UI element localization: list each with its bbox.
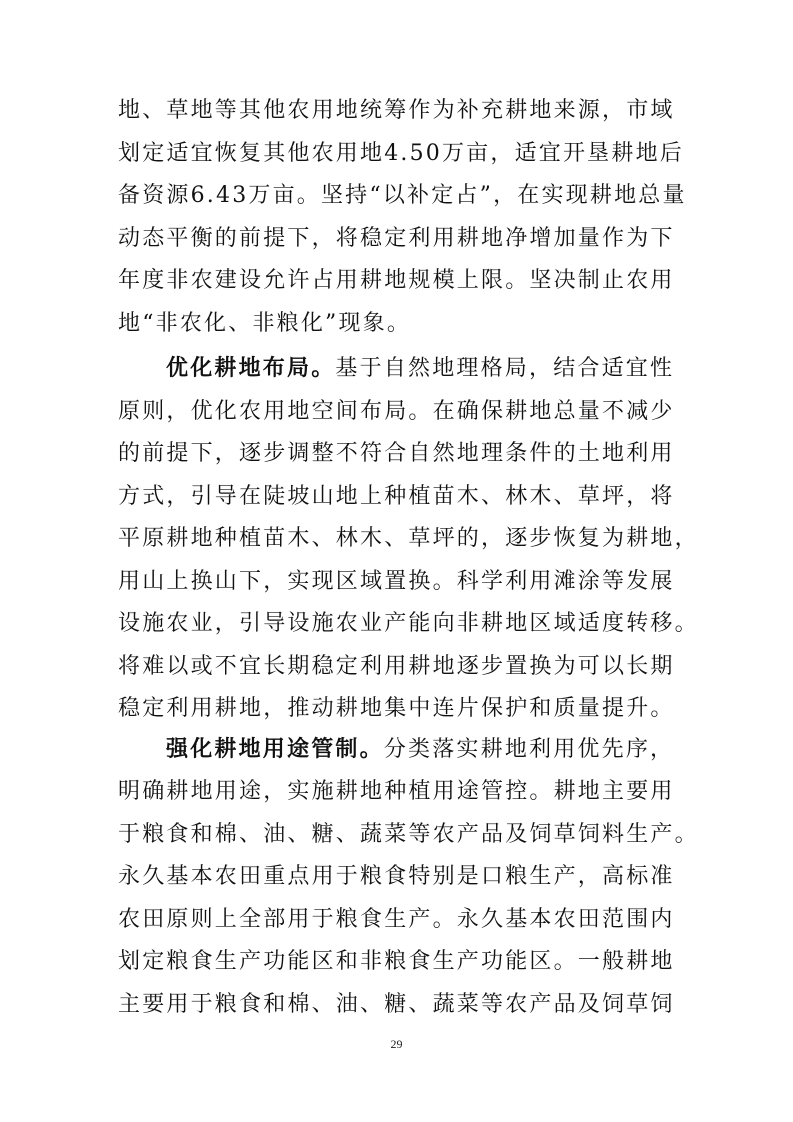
paragraph-2-first-line-text: 基于自然地理格局，结合适宜性 bbox=[335, 356, 675, 381]
paragraph-2-heading: 优化耕地布局。 bbox=[166, 356, 336, 381]
paragraph-2-line-2: 原则，优化农用地空间布局。在确保耕地总量不减少 bbox=[118, 399, 675, 424]
page-number: 29 bbox=[390, 1037, 403, 1051]
paragraph-1-line-5: 年度非农建设允许占用耕地规模上限。坚决制止农用 bbox=[118, 268, 675, 293]
paragraph-1-line-1: 地、草地等其他农用地统筹作为补充耕地来源，市域 bbox=[118, 98, 675, 123]
paragraph-3-line-5: 农田原则上全部用于粮食生产。永久基本农田范围内 bbox=[118, 907, 675, 932]
paragraph-1-line-4: 动态平衡的前提下，将稳定利用耕地净增加量作为下 bbox=[118, 226, 675, 251]
paragraph-2-first-line bbox=[166, 355, 678, 383]
paragraph-3-first-line-text: 分类落实耕地利用优先序， bbox=[383, 737, 675, 762]
paragraph-1-line-6: 地“非农化、非粮化”现象。 bbox=[118, 311, 412, 336]
paragraph-2-line-4: 方式，引导在陡坡山地上种植苗木、林木、草坪，将 bbox=[118, 484, 675, 509]
paragraph-3-line-2: 明确耕地用途，实施耕地种植用途管控。耕地主要用 bbox=[118, 779, 675, 804]
paragraph-1-line-3: 备资源6.43万亩。坚持“以补定占”，在实现耕地总量 bbox=[118, 183, 687, 208]
paragraph-3-line-6: 划定粮食生产功能区和非粮食生产功能区。一般耕地 bbox=[118, 949, 675, 974]
paragraph-2-line-9: 稳定利用耕地，推动耕地集中连片保护和质量提升。 bbox=[118, 696, 675, 721]
paragraph-2-line-3: 的前提下，逐步调整不符合自然地理条件的土地利用 bbox=[118, 441, 675, 466]
paragraph-2-line-8: 将难以或不宜长期稳定利用耕地逐步置换为可以长期 bbox=[118, 654, 675, 679]
paragraph-3-first-line bbox=[166, 736, 678, 764]
paragraph-1-line-2: 划定适宜恢复其他农用地4.50万亩，适宜开垦耕地后 bbox=[118, 141, 684, 166]
paragraph-2-line-6: 用山上换山下，实现区域置换。科学利用滩涂等发展 bbox=[118, 569, 675, 594]
paragraph-3-line-7: 主要用于粮食和棉、油、糖、蔬菜等农产品及饲草饲 bbox=[118, 992, 675, 1017]
paragraph-2-line-5: 平原耕地种植苗木、林木、草坪的，逐步恢复为耕地， bbox=[118, 526, 699, 551]
paragraph-3-line-4: 永久基本农田重点用于粮食特别是口粮生产，高标准 bbox=[118, 864, 675, 889]
paragraph-3-heading: 强化耕地用途管制。 bbox=[166, 737, 384, 762]
paragraph-3-line-3: 于粮食和棉、油、糖、蔬菜等农产品及饲草饲料生产。 bbox=[118, 822, 699, 847]
paragraph-2-line-7: 设施农业，引导设施农业产能向非耕地区域适度转移。 bbox=[118, 611, 699, 636]
